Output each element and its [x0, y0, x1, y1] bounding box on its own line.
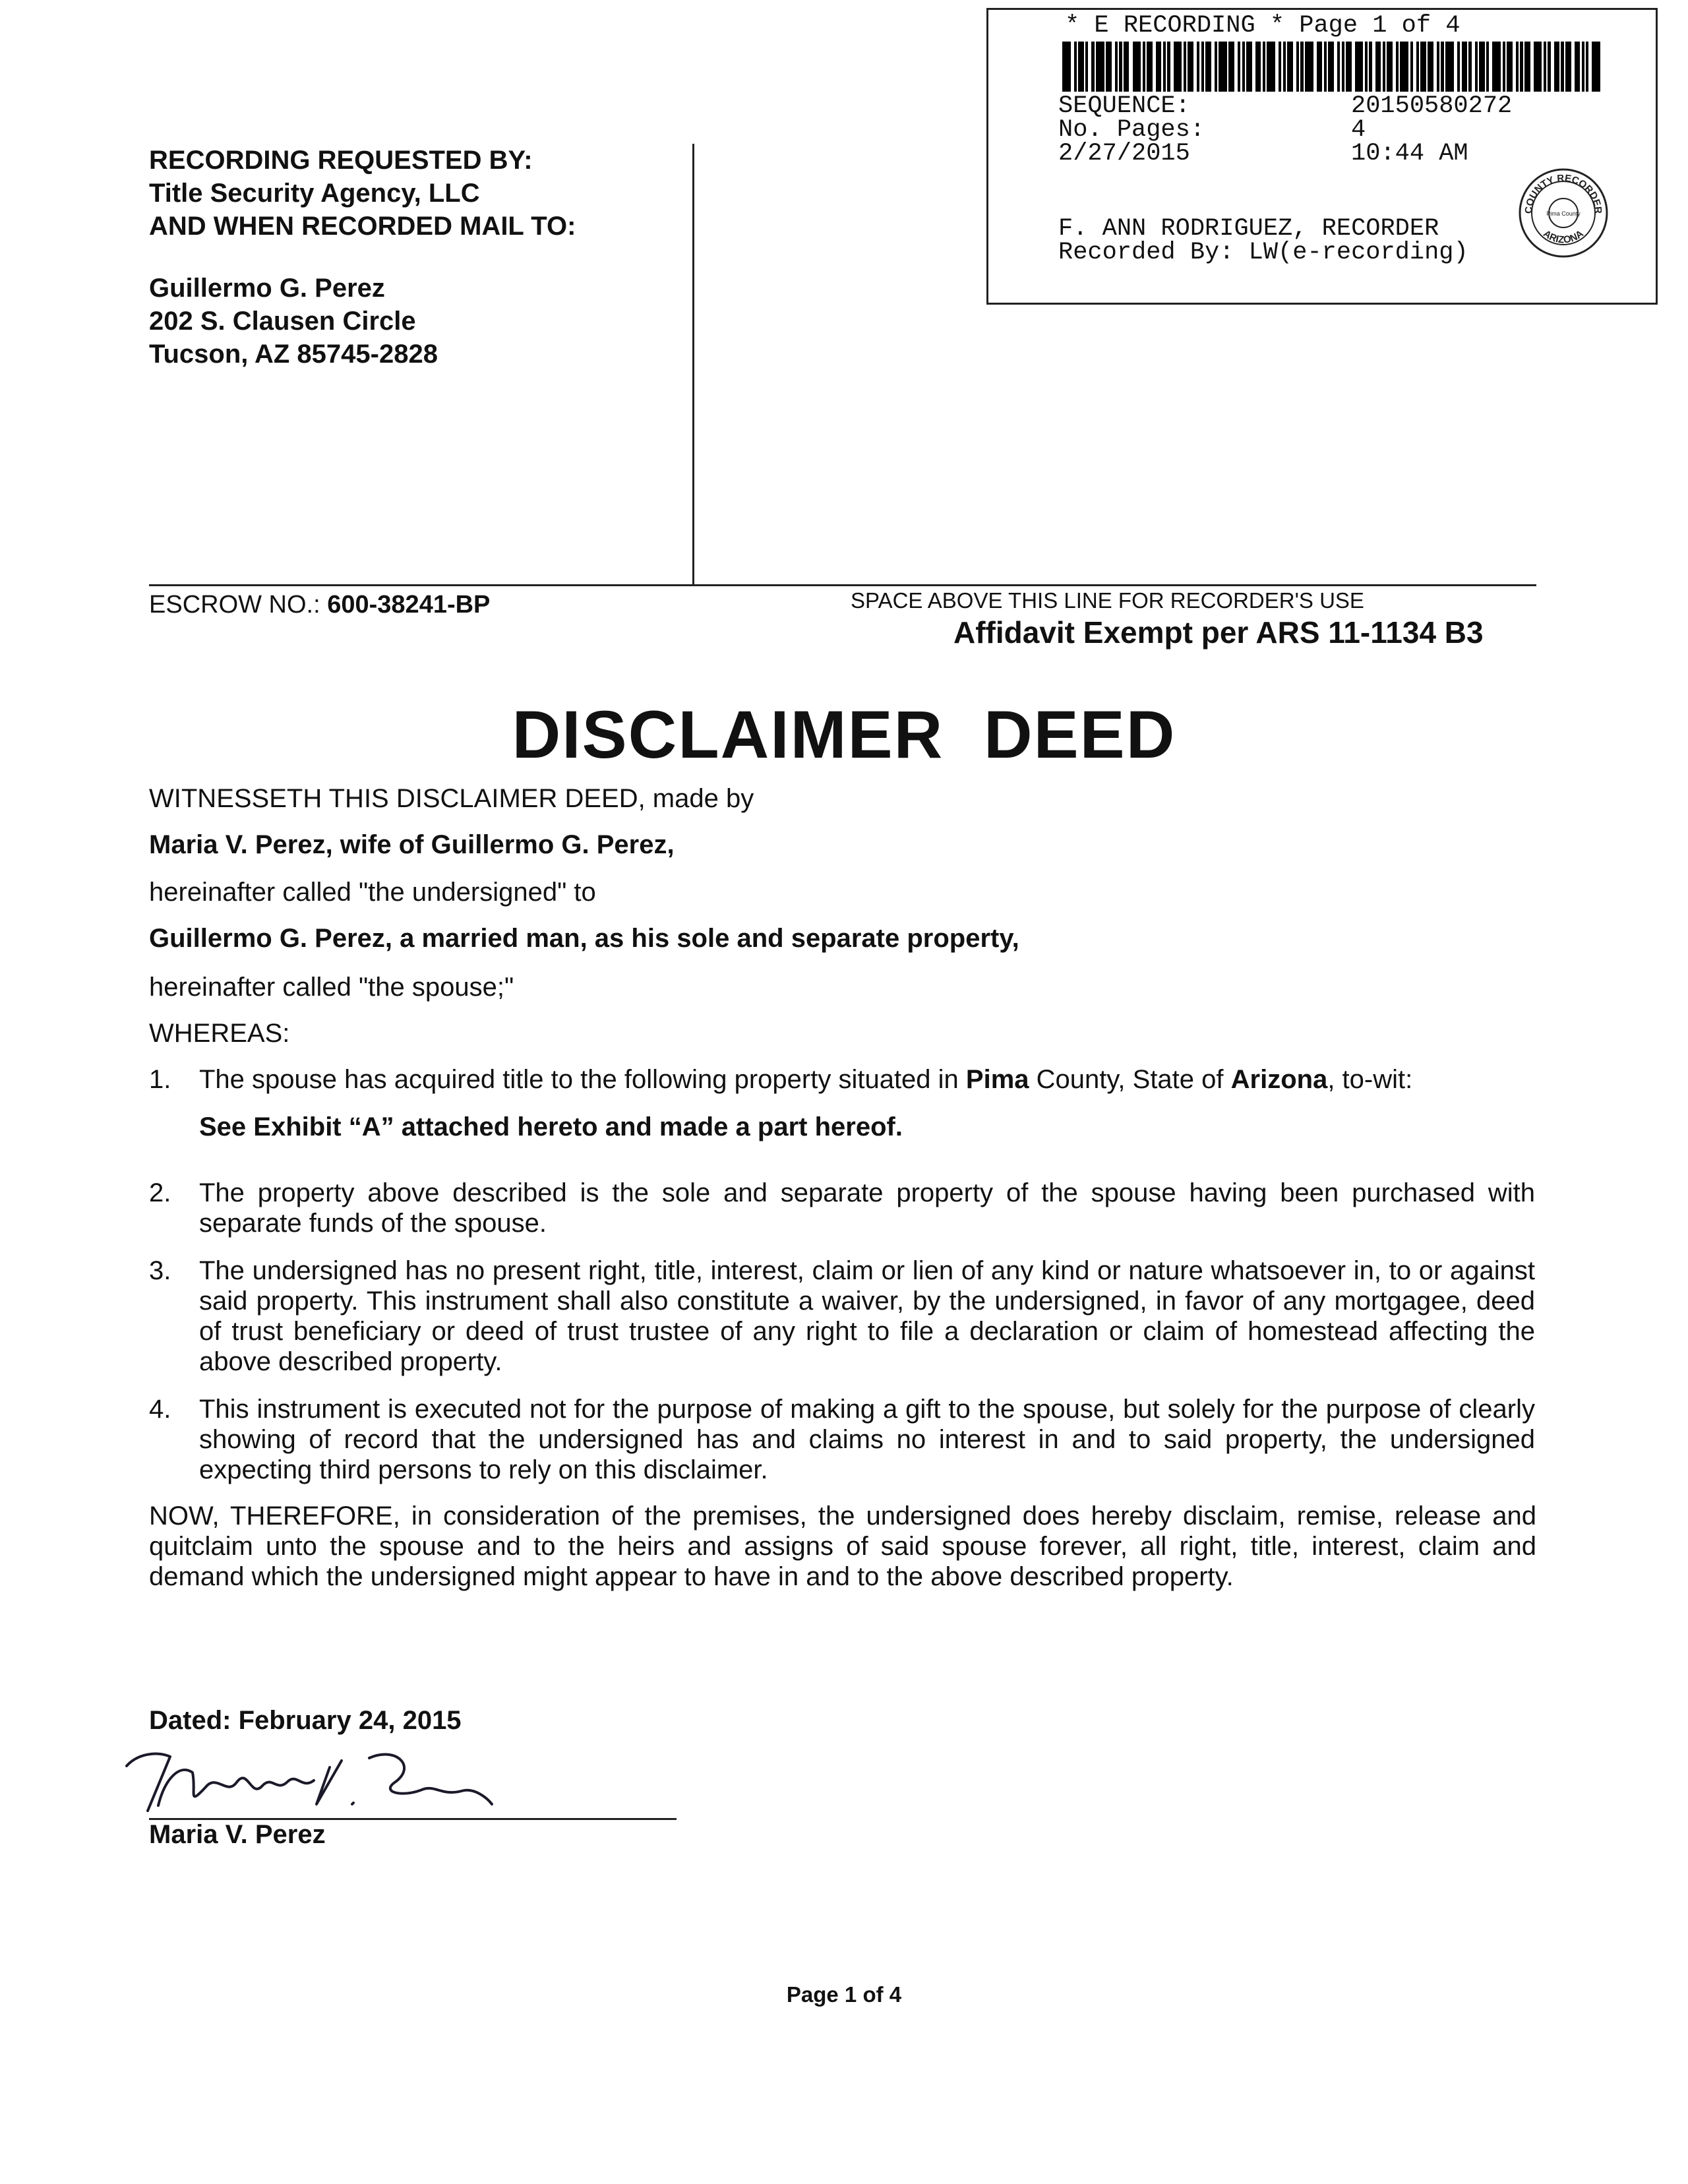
dated-line: Dated: February 24, 2015: [149, 1706, 462, 1735]
item-3-number: 3.: [149, 1256, 171, 1285]
item-1-county: Pima: [965, 1065, 1029, 1094]
item-1-post: , to-wit:: [1327, 1065, 1413, 1094]
item-1-text: [199, 1064, 1535, 1095]
mail-to-name: Guillermo G. Perez: [149, 274, 385, 303]
recorder-space-divider: [149, 584, 1536, 586]
mail-to-city: Tucson, AZ 85745-2828: [149, 340, 438, 369]
signer-name: Maria V. Perez: [149, 1820, 326, 1849]
mail-to-label: AND WHEN RECORDED MAIL TO:: [149, 212, 576, 241]
barcode-icon: [1062, 42, 1643, 92]
document-title: DISCLAIMER DEED: [512, 697, 1176, 772]
item-2-text: The property above described is the sole and separate property of the spouse having been purchased with separate funds of the spouse.: [199, 1178, 1535, 1238]
recorder-stamp-box: [986, 8, 1658, 305]
recording-header: * E RECORDING * Page 1 of 4: [1065, 12, 1461, 40]
county-recorder-seal-icon: [1517, 167, 1610, 259]
affidavit-exempt: Affidavit Exempt per ARS 11-1134 B3: [953, 615, 1484, 650]
item-4-number: 4.: [149, 1395, 171, 1424]
item-1-number: 1.: [149, 1065, 171, 1094]
escrow-label: ESCROW NO.:: [149, 591, 328, 619]
pages-value: 4: [1351, 116, 1366, 144]
escrow-value: 600-38241-BP: [327, 591, 491, 619]
item-1-state: Arizona: [1230, 1065, 1328, 1094]
handwritten-signature-icon: [119, 1726, 514, 1825]
exhibit-reference: See Exhibit “A” attached hereto and made a part hereof.: [199, 1112, 903, 1141]
whereas-line: WHEREAS:: [149, 1019, 290, 1048]
recorder-name: F. ANN RODRIGUEZ, RECORDER: [1058, 215, 1439, 243]
header-vertical-divider: [692, 144, 694, 586]
seal-top-text: COUNTY RECORDER: [1522, 172, 1604, 214]
space-above-note: SPACE ABOVE THIS LINE FOR RECORDER'S USE: [851, 588, 1364, 613]
recording-time: 10:44 AM: [1351, 140, 1468, 167]
item-1-pre: The spouse has acquired title to the following property situated in: [199, 1065, 966, 1094]
requested-by-label: RECORDING REQUESTED BY:: [149, 146, 533, 175]
recording-date: 2/27/2015: [1058, 140, 1190, 167]
witnesseth-line: WITNESSETH THIS DISCLAIMER DEED, made by: [149, 784, 754, 813]
recorded-by: Recorded By: LW(e-recording): [1058, 239, 1468, 266]
requested-by-agency: Title Security Agency, LLC: [149, 179, 480, 208]
escrow-number: [149, 591, 490, 619]
now-therefore-paragraph: NOW, THEREFORE, in consideration of the premises, the undersigned does hereby disclaim, remise, release and quitclaim unto the spouse and to the heirs and assigns of said spouse forever, all right, title, interest, claim and demand which the undersigned might appear to have in and to the above described property.: [149, 1502, 1536, 1591]
recording-requested-block: [149, 144, 576, 243]
seal-center-text: Pima County: [1546, 210, 1581, 217]
grantee-line: Guillermo G. Perez, a married man, as his sole and separate property,: [149, 924, 1019, 953]
mail-to-address: [149, 272, 438, 371]
undersigned-line: hereinafter called "the undersigned" to: [149, 878, 596, 907]
mail-to-street: 202 S. Clausen Circle: [149, 307, 416, 336]
sequence-label: SEQUENCE:: [1058, 92, 1190, 120]
item-2-number: 2.: [149, 1178, 171, 1207]
item-1-mid: County, State of: [1029, 1065, 1231, 1094]
sequence-value: 20150580272: [1351, 92, 1513, 120]
page-number: Page 1 of 4: [786, 1982, 902, 2007]
pages-label: No. Pages:: [1058, 116, 1205, 144]
seal-bottom-text: ARIZONA: [1541, 228, 1586, 246]
spouse-line: hereinafter called "the spouse;": [149, 973, 514, 1002]
item-3-text: The undersigned has no present right, title, interest, claim or lien of any kind or nature whatsoever in, to or against said property. This instrument shall also constitute a waiver, by the undersigned, in favor of any mortgagee, deed of trust beneficiary or deed of trust trustee of any right to file a declaration or claim of homestead affecting the above described property.: [199, 1256, 1535, 1376]
grantor-line: Maria V. Perez, wife of Guillermo G. Perez,: [149, 830, 675, 859]
item-4-text: This instrument is executed not for the purpose of making a gift to the spouse, but solely for the purpose of clearly showing of record that the undersigned has and claims no interest in and to said property, the undersigned expecting third persons to rely on this disclaimer.: [199, 1395, 1535, 1484]
